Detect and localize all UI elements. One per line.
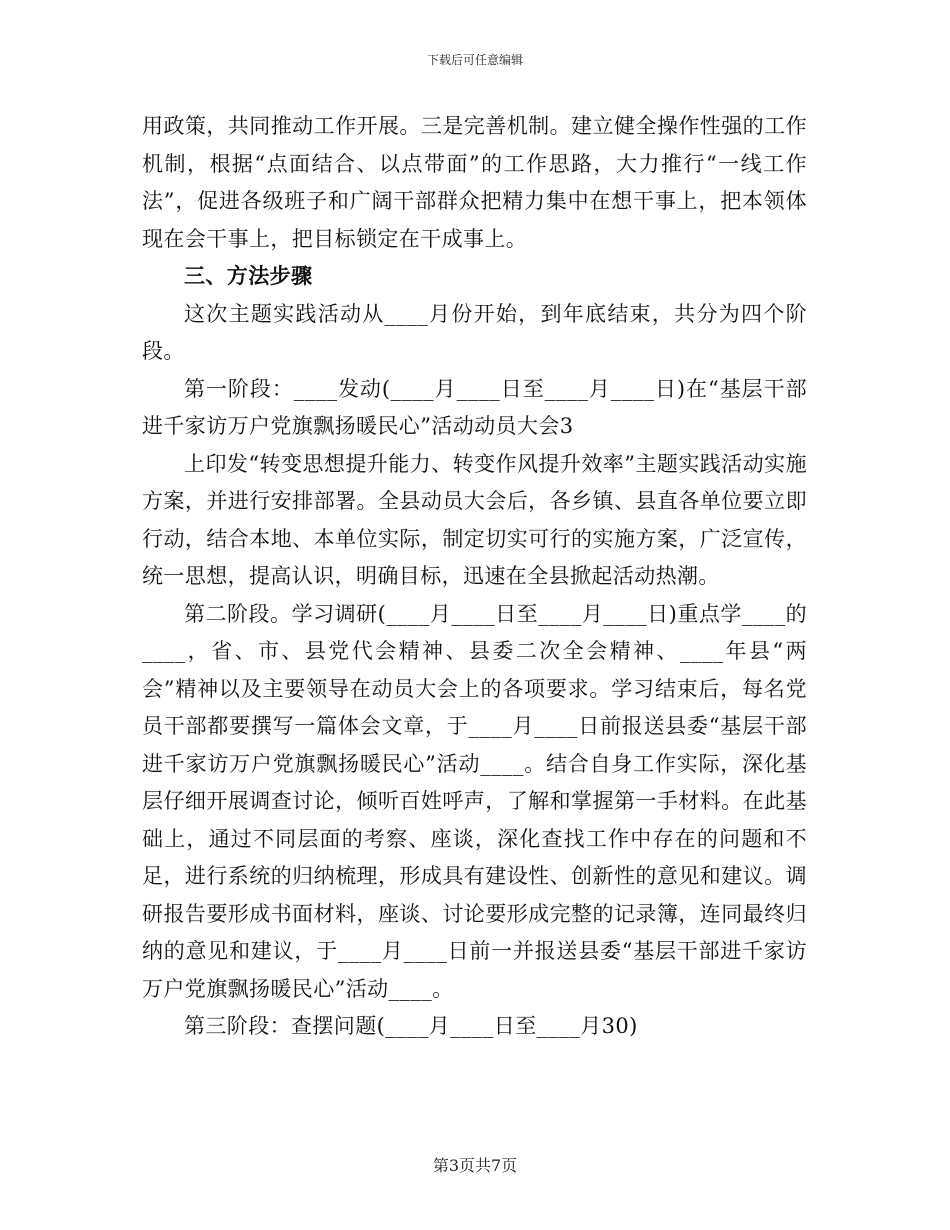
paragraph-stage-two: 第二阶段。学习调研(____月____日至____月____日)重点学____的____，省、市、县党代会精神、县委二次全会精神、____年县“两会”精神以及主要领导在动员大会上的各项要求。学习结束后，每名党员干部都要撰写一篇体会文章，于____月____日前报送县委“基层干部进千家访万户党旗飘扬暖民心”活动____。结合自身工作实际，深化基层仔细开展调查讨论，倾听百姓呼声，了解和掌握第一手材料。在此基础上，通过不同层面的考察、座谈，深化查找工作中存在的问题和不足，进行系统的归纳梳理，形成具有建设性、创新性的意见和建议。调研报告要形成书面材料，座谈、讨论要形成完整的记录簿，连同最终归纳的意见和建议，于____月____日前一并报送县委“基层干部进千家访万户党旗飘扬暖民心”活动____。 — [142, 601, 807, 1001]
document-body — [142, 108, 807, 1046]
paragraph-continuation: 用政策，共同推动工作开展。三是完善机制。建立健全操作性强的工作机制，根据“点面结合、以点带面”的工作思路，大力推行“一线工作法”，促进各级班子和广阔干部群众把精力集中在想干事上，把本领体现在会干事上，把目标锁定在干成事上。 — [142, 114, 807, 251]
section-heading: 三、方法步骤 — [184, 264, 313, 288]
paragraph-stage-three: 第三阶段：查摆问题(____月____日至____月30) — [184, 1014, 638, 1038]
paragraph-overview: 这次主题实践活动从____月份开始，到年底结束，共分为四个阶段。 — [142, 301, 807, 363]
paragraph-stage-one: 第一阶段：____发动(____月____日至____月____日)在“基层干部进千家访万户党旗飘扬暖民心”活动动员大会3 — [142, 376, 807, 438]
page-header: 下载后可任意编辑 — [426, 53, 523, 67]
paragraph-stage-one-continued: 上印发“转变思想提升能力、转变作风提升效率”主题实践活动实施方案，并进行安排部署。全县动员大会后，各乡镇、县直各单位要立即行动，结合本地、本单位实际，制定切实可行的实施方案，广泛宣传，统一思想，提高认识，明确目标，迅速在全县掀起活动热潮。 — [142, 451, 807, 588]
page-number: 第3页共7页 — [432, 1156, 518, 1175]
